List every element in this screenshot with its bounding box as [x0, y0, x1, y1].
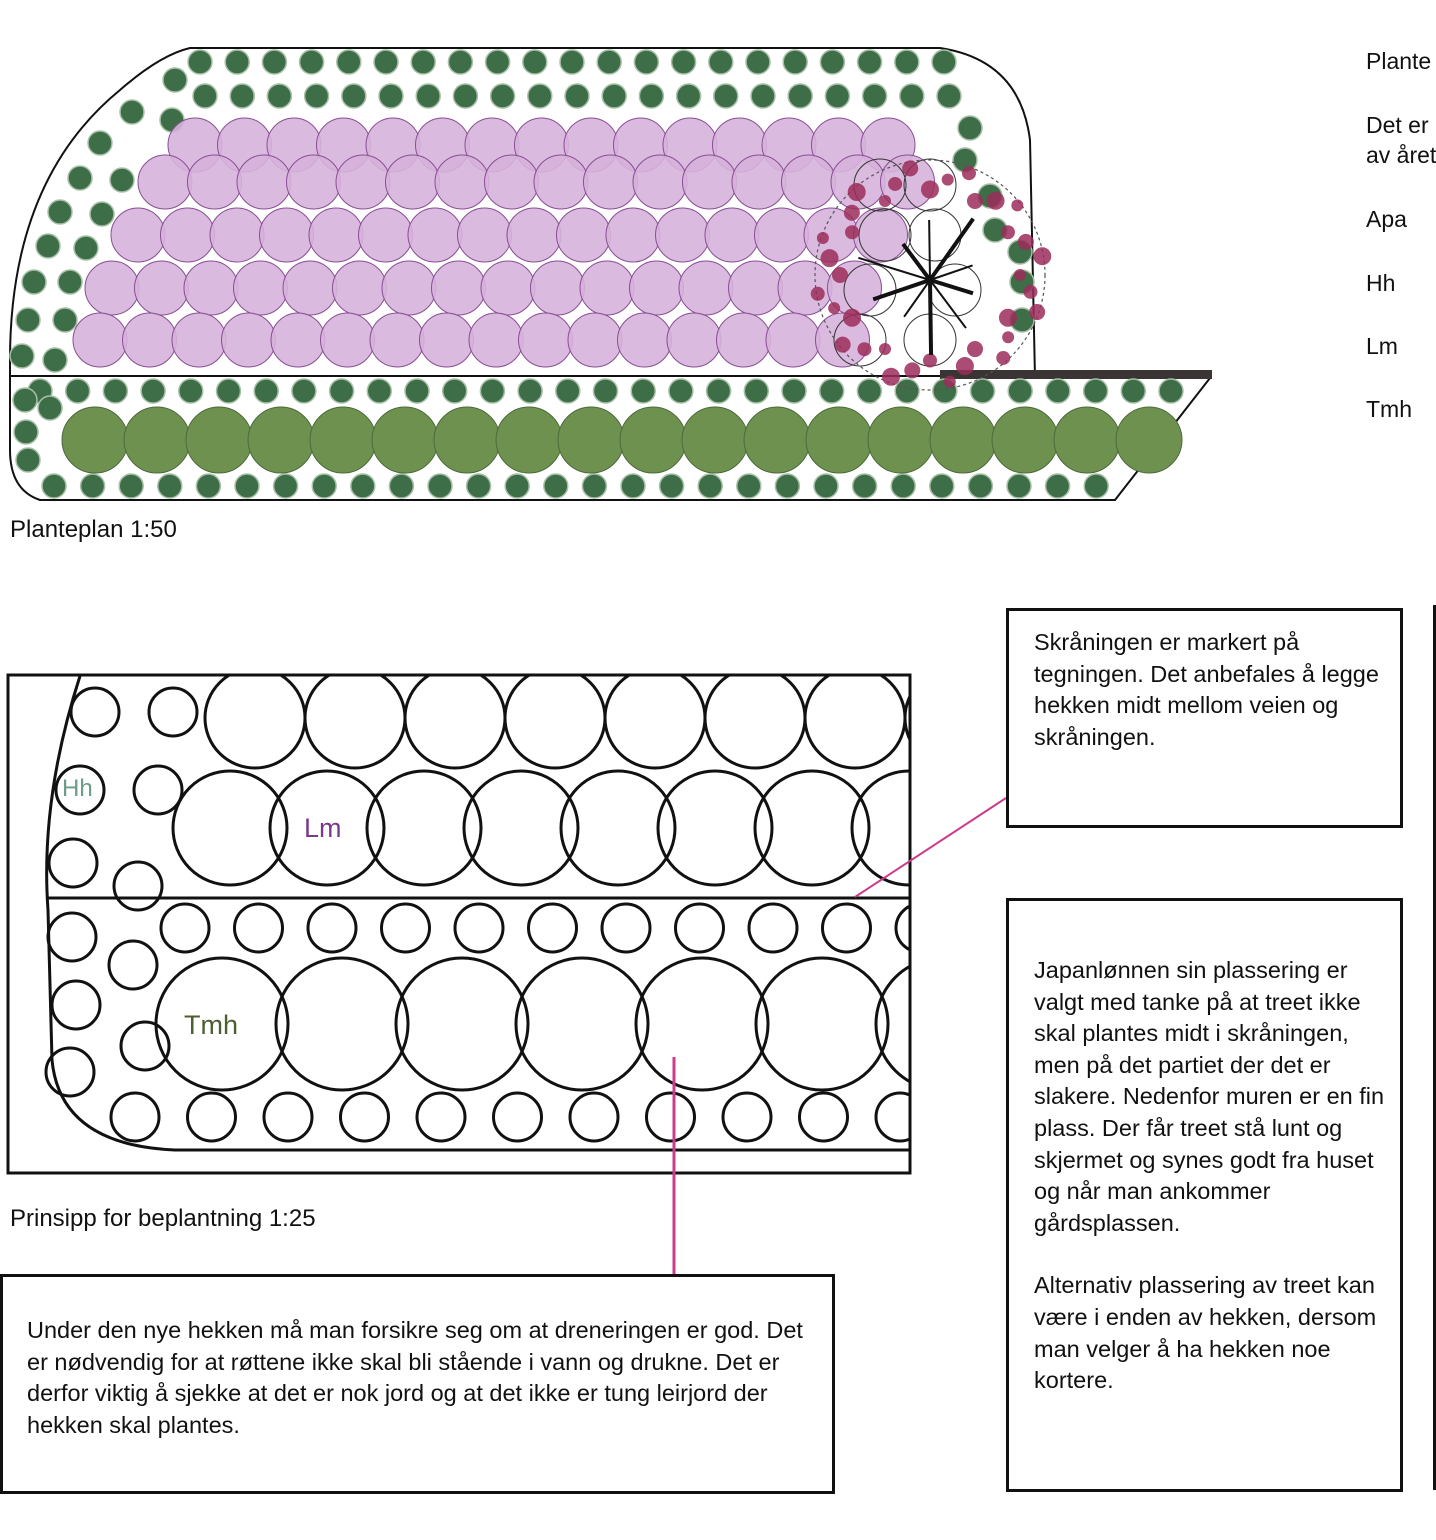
legend-intro-line1: Det er: [1366, 112, 1429, 138]
drainage-note-box: [0, 1274, 835, 1494]
legend-item-hh: Hh: [1366, 270, 1396, 296]
slope-note-box: [1006, 608, 1403, 828]
label-tmh: Tmh: [184, 1010, 238, 1040]
legend-item-apa: Apa: [1366, 206, 1407, 232]
drainage-note-text: Under den nye hekken må man forsikre seg om at dreneringen er god. Det er nødvendig for at røttene ikke skal bli stående i vann og drukne. Det er derfor viktig å sjekke at det er nok jord og at det ikke er tung leirjord der hekken skal plantes.: [27, 1317, 803, 1438]
slope-note-text: Skråningen er markert på tegningen. Det anbefales å legge hekken midt mellom veien og skråningen.: [1034, 629, 1379, 750]
detail-caption: Prinsipp for beplantning 1:25: [10, 1205, 316, 1232]
legend-intro-line2: av året: [1366, 142, 1436, 168]
tree-note-box: [1006, 898, 1403, 1492]
label-lm: Lm: [304, 813, 342, 843]
label-hh: Hh: [62, 775, 93, 802]
tree-note-paragraph-2: Alternativ plassering av treet kan være i enden av hekken, dersom man velger å ha hekken noe kortere.: [1034, 1272, 1377, 1394]
callout-line-slope: [855, 798, 1006, 897]
plan-caption: Planteplan 1:50: [10, 516, 177, 543]
tree-note-paragraph-1: Japanlønnen sin plassering er valgt med tanke på at treet ikke skal plantes midt i skråningen, men på det partiet der det er slakere. Nedenfor muren er en fin plass. Der får treet stå lunt og skjermet og synes godt fra huset og når man ankommer gårdsplassen.: [1034, 957, 1385, 1236]
legend-item-lm: Lm: [1366, 333, 1398, 359]
legend-title: Plante: [1366, 48, 1432, 74]
legend-item-tmh: Tmh: [1366, 396, 1412, 422]
